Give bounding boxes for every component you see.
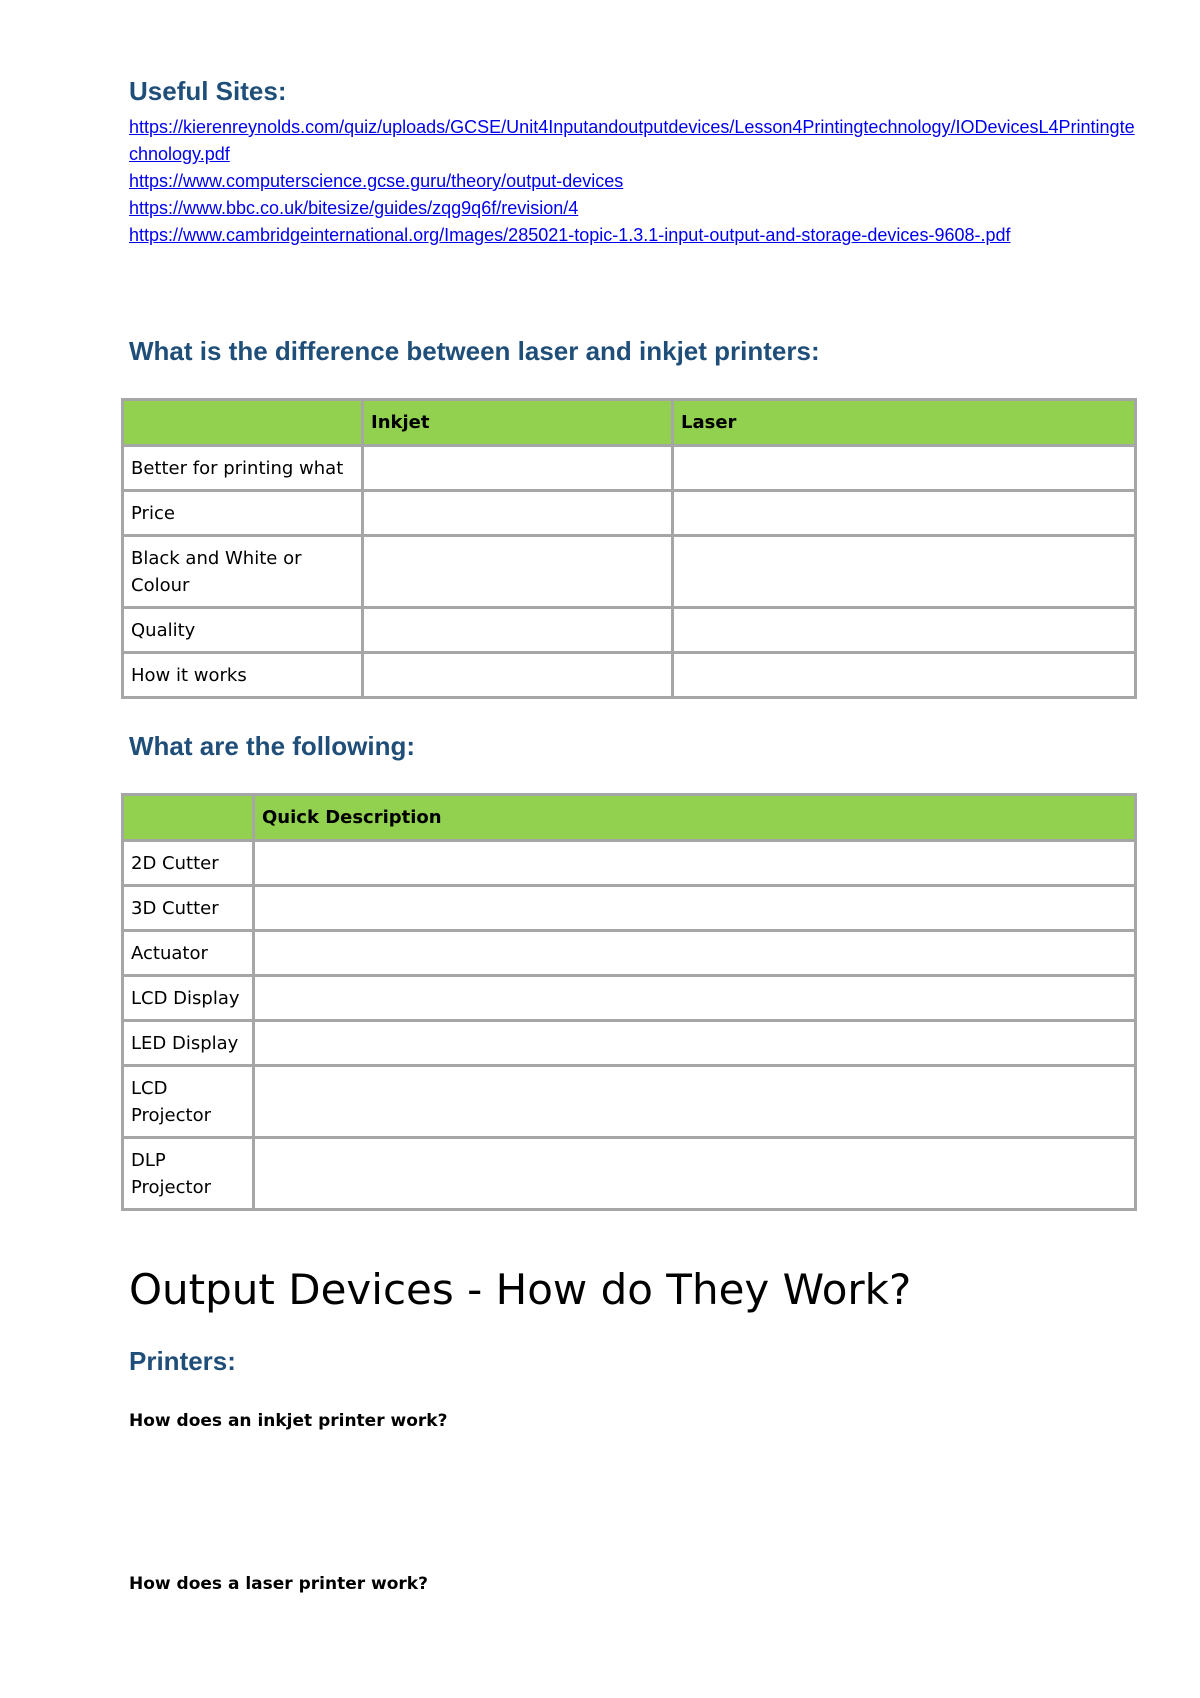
comparison-header-inkjet: Inkjet (363, 400, 673, 446)
row-label: How it works (123, 653, 363, 698)
laser-answer-cell[interactable] (673, 491, 1136, 536)
following-header-blank (123, 795, 254, 841)
description-answer-cell[interactable] (254, 976, 1136, 1021)
link-gcse-guru[interactable]: https://www.computerscience.gcse.guru/theory/output-devices (129, 171, 624, 191)
following-heading: What are the following: (129, 731, 415, 761)
table-row (123, 608, 1136, 653)
row-label: Quality (123, 608, 363, 653)
comparison-table (121, 398, 1137, 699)
table-row (123, 976, 1136, 1021)
table-row (123, 446, 1136, 491)
following-header-description: Quick Description (254, 795, 1136, 841)
description-answer-cell[interactable] (254, 886, 1136, 931)
table-row (123, 841, 1136, 886)
laser-answer-cell[interactable] (673, 446, 1136, 491)
useful-sites-heading: Useful Sites: (129, 76, 287, 106)
description-answer-cell[interactable] (254, 931, 1136, 976)
laser-answer-cell[interactable] (673, 653, 1136, 698)
description-answer-cell[interactable] (254, 1138, 1136, 1210)
row-label: LCD Projector (123, 1066, 254, 1138)
comparison-header-laser: Laser (673, 400, 1136, 446)
following-header-row (123, 795, 1136, 841)
useful-sites-links (129, 114, 1139, 249)
section-title: Output Devices - How do They Work? (129, 1265, 912, 1314)
inkjet-answer-cell[interactable] (363, 446, 673, 491)
printers-heading: Printers: (129, 1346, 236, 1376)
description-answer-cell[interactable] (254, 1021, 1136, 1066)
inkjet-answer-cell[interactable] (363, 491, 673, 536)
laser-answer-cell[interactable] (673, 536, 1136, 608)
link-kierenreynolds[interactable]: https://kierenreynolds.com/quiz/uploads/GCSE/Unit4Inputandoutputdevices/Lesson4Printingtechnology/IODevicesL4Printingtechnology.pdf (129, 117, 1135, 164)
table-row (123, 1066, 1136, 1138)
row-label: Actuator (123, 931, 254, 976)
table-row (123, 886, 1136, 931)
table-row (123, 931, 1136, 976)
following-table (121, 793, 1137, 1211)
description-answer-cell[interactable] (254, 1066, 1136, 1138)
inkjet-answer-cell[interactable] (363, 653, 673, 698)
laser-answer-cell[interactable] (673, 608, 1136, 653)
table-row (123, 1021, 1136, 1066)
row-label: Better for printing what (123, 446, 363, 491)
comparison-header-blank (123, 400, 363, 446)
description-answer-cell[interactable] (254, 841, 1136, 886)
row-label: Price (123, 491, 363, 536)
laser-question: How does a laser printer work? (129, 1574, 428, 1594)
table-row (123, 536, 1136, 608)
row-label: Black and White or Colour (123, 536, 363, 608)
row-label: 2D Cutter (123, 841, 254, 886)
inkjet-question: How does an inkjet printer work? (129, 1411, 448, 1431)
comparison-heading: What is the difference between laser and inkjet printers: (129, 336, 820, 366)
row-label: LED Display (123, 1021, 254, 1066)
row-label: 3D Cutter (123, 886, 254, 931)
table-row (123, 491, 1136, 536)
row-label: DLP Projector (123, 1138, 254, 1210)
row-label: LCD Display (123, 976, 254, 1021)
inkjet-answer-cell[interactable] (363, 608, 673, 653)
table-row (123, 653, 1136, 698)
table-row (123, 1138, 1136, 1210)
link-bbc-bitesize[interactable]: https://www.bbc.co.uk/bitesize/guides/zqg9q6f/revision/4 (129, 198, 579, 218)
inkjet-answer-cell[interactable] (363, 536, 673, 608)
link-cambridge[interactable]: https://www.cambridgeinternational.org/Images/285021-topic-1.3.1-input-output-and-storage-devices-9608-.pdf (129, 225, 1011, 245)
comparison-header-row (123, 400, 1136, 446)
